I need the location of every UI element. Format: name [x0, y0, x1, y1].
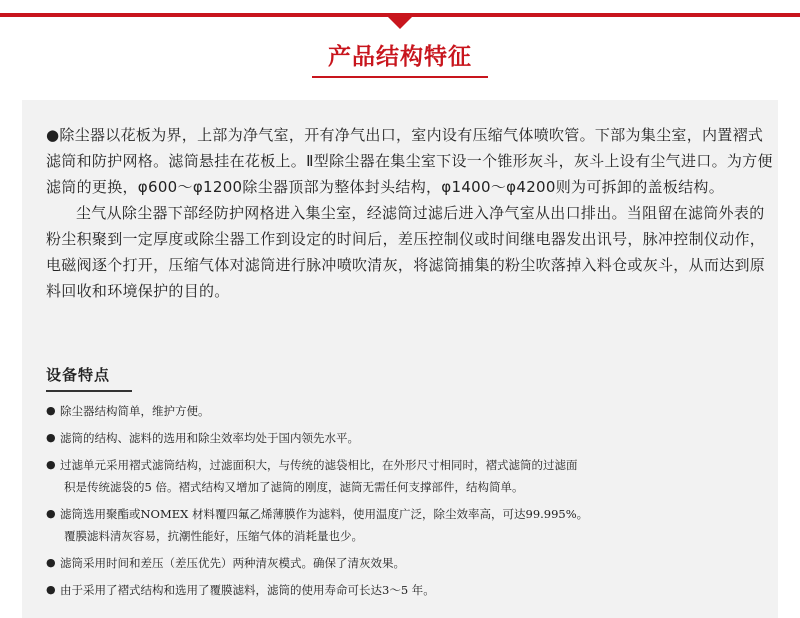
bullet-icon: ● — [46, 583, 56, 596]
bullet-icon: ● — [46, 458, 56, 471]
bullet-icon: ● — [46, 556, 56, 569]
feature-text: 滤筒的结构、滤料的选用和除尘效率均处于国内领先水平。 — [60, 431, 359, 445]
page-title-underline — [312, 76, 488, 78]
feature-text: 滤筒选用聚酯或NOMEX 材料覆四氟乙烯薄膜作为滤料，使用温度广泛，除尘效率高，可达99.995%。 — [60, 507, 589, 521]
bullet-icon: ● — [46, 404, 56, 417]
feature-text: 过滤单元采用褶式滤筒结构，过滤面积大，与传统的滤袋相比，在外形尺寸相同时，褶式滤筒的过滤面 — [60, 458, 578, 472]
list-item — [46, 579, 766, 601]
feature-text: 除尘器结构简单，维护方便。 — [60, 404, 210, 418]
features-title: 设备特点 — [46, 366, 111, 384]
features-title-underline — [46, 390, 132, 392]
list-item — [46, 454, 766, 498]
list-item — [46, 503, 766, 547]
feature-text-continued: 覆膜滤料清灰容易，抗潮性能好，压缩气体的消耗量也少。 — [64, 529, 363, 543]
intro-text — [46, 122, 776, 304]
bullet-icon: ● — [46, 507, 56, 520]
feature-text: 由于采用了褶式结构和选用了覆膜滤料，滤筒的使用寿命可长达3～5 年。 — [60, 583, 435, 597]
features-list — [46, 400, 766, 606]
intro-paragraph-2: 尘气从除尘器下部经防护网格进入集尘室，经滤筒过滤后进入净气室从出口排出。当阻留在滤筒外表的粉尘积聚到一定厚度或除尘器工作到设定的时间后，差压控制仪或时间继电器发出讯号，脉冲控制仪动作，电磁阀逐个打开，压缩气体对滤筒进行脉冲喷吹清灰，将滤筒捕集的粉尘吹落掉入料仓或灰斗，从而达到原料回收和环境保护的目的。 — [46, 204, 766, 300]
list-item — [46, 427, 766, 449]
intro-paragraph-1: ●除尘器以花板为界，上部为净气室，开有净气出口，室内设有压缩气体喷吹管。下部为集尘室，内置褶式滤筒和防护网格。滤筒悬挂在花板上。Ⅱ型除尘器在集尘室下设一个锥形灰斗，灰斗上设有尘气进口。为方便滤筒的更换，φ600～φ1200除尘器顶部为整体封头结构，φ1400～φ4200则为可拆卸的盖板结构。 — [46, 126, 773, 196]
feature-text-continued: 积是传统滤袋的5 倍。褶式结构又增加了滤筒的刚度，滤筒无需任何支撑部件，结构简单。 — [64, 480, 524, 494]
list-item — [46, 400, 766, 422]
bullet-icon: ● — [46, 431, 56, 444]
feature-text: 滤筒采用时间和差压（差压优先）两种清灰模式。确保了清灰效果。 — [60, 556, 405, 570]
header-notch-arrow — [388, 17, 412, 29]
page-title: 产品结构特征 — [328, 43, 472, 70]
list-item — [46, 552, 766, 574]
